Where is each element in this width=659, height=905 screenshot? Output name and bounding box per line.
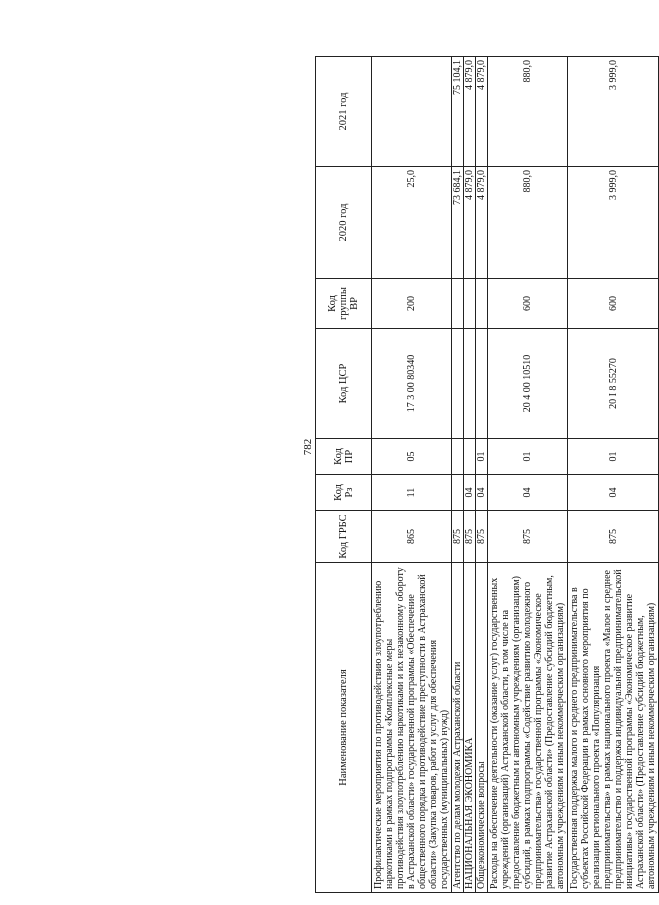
row-2020: 73 684,1 — [452, 167, 464, 279]
row-2020: 4 879,0 — [464, 167, 476, 279]
row-2020: 3 999,0 — [568, 167, 659, 279]
row-csr: 17 3 00 80340 — [372, 329, 452, 439]
row-2020: 25,0 — [372, 167, 452, 279]
row-pr: 05 — [372, 439, 452, 475]
row-csr: 20 I 8 55270 — [568, 329, 659, 439]
row-2021: 4 879,0 — [464, 57, 476, 167]
row-vr: 600 — [488, 279, 568, 329]
row-grbs: 875 — [452, 511, 464, 563]
row-csr — [452, 329, 464, 439]
row-grbs: 875 — [568, 511, 659, 563]
row-name: Профилактические мероприятия по противодействию злоупотреблению наркотиками в рамках подпрограммы «Комплексные меры противодействия злоупотреблению наркотиками и их незаконному обороту в Астраханской области» государственной программы «Обеспечение общественного порядка и противодействие преступности в Астраханской области» (Закупка товаров, работ и услуг для обеспечения государственных (муниципальных) нужд) — [372, 563, 452, 893]
row-vr — [452, 279, 464, 329]
row-2020: 4 879,0 — [476, 167, 488, 279]
table-row — [568, 57, 659, 893]
header-vr: Код группы ВР — [316, 279, 372, 329]
table-row — [452, 57, 464, 893]
row-rz: 04 — [476, 475, 488, 511]
row-grbs: 875 — [464, 511, 476, 563]
row-pr — [464, 439, 476, 475]
row-rz: 04 — [464, 475, 476, 511]
row-vr: 200 — [372, 279, 452, 329]
row-2021: 3 999,0 — [568, 57, 659, 167]
row-2021 — [372, 57, 452, 167]
row-pr — [452, 439, 464, 475]
row-name: НАЦИОНАЛЬНАЯ ЭКОНОМИКА — [464, 563, 476, 893]
row-vr: 600 — [568, 279, 659, 329]
header-2020: 2020 год — [316, 167, 372, 279]
header-grbs: Код ГРБС — [316, 511, 372, 563]
row-2021: 4 879,0 — [476, 57, 488, 167]
table-row — [488, 57, 568, 893]
row-rz — [452, 475, 464, 511]
row-rz: 11 — [372, 475, 452, 511]
row-csr — [464, 329, 476, 439]
header-pr: Код ПР — [316, 439, 372, 475]
budget-table — [315, 56, 659, 893]
row-pr: 01 — [568, 439, 659, 475]
header-rz: Код Рз — [316, 475, 372, 511]
row-name: Государственная поддержка малого и среднего предпринимательства в субъектах Российской Федерации в рамках основного мероприятия по реализации регионального проекта «Популяризация предпринимательства» в рамках национального проекта «Малое и среднее предпринимательство и поддержка индивидуальной предпринимательской инициативы» государственной программы «Экономическое развитие Астраханской области» (Предоставление субсидий бюджетным, автономным учреждениям и иным некоммерческим организациям) — [568, 563, 659, 893]
row-2021: 880,0 — [488, 57, 568, 167]
row-vr — [464, 279, 476, 329]
row-name: Агентство по делам молодежи Астраханской области — [452, 563, 464, 893]
row-rz: 04 — [568, 475, 659, 511]
row-grbs: 865 — [372, 511, 452, 563]
header-csr: Код ЦСР — [316, 329, 372, 439]
table-container — [315, 57, 657, 893]
row-vr — [476, 279, 488, 329]
page-number: 782 — [302, 438, 314, 456]
header-row — [316, 57, 372, 893]
row-pr: 01 — [476, 439, 488, 475]
row-grbs: 875 — [476, 511, 488, 563]
table-row — [464, 57, 476, 893]
row-name: Расходы на обеспечение деятельности (оказание услуг) государственных учреждений (организаций) Астраханской области, в том числе на предоставление бюджетным и автономным учреждениям (организациям) субсидий, в рамках подпрограммы «Содействие развитию молодежного предпринимательства» государственной программы «Экономическое развитие Астраханской области» (Предоставление субсидий бюджетным, автономным учреждениям и иным некоммерческим организациям) — [488, 563, 568, 893]
row-2021: 75 104,1 — [452, 57, 464, 167]
row-pr: 01 — [488, 439, 568, 475]
header-2021: 2021 год — [316, 57, 372, 167]
row-2020: 880,0 — [488, 167, 568, 279]
table-row — [372, 57, 452, 893]
row-name: Общеэкономические вопросы — [476, 563, 488, 893]
row-csr — [476, 329, 488, 439]
row-rz: 04 — [488, 475, 568, 511]
row-csr: 20 4 00 10510 — [488, 329, 568, 439]
header-name: Наименование показателя — [316, 563, 372, 893]
table-row — [476, 57, 488, 893]
row-grbs: 875 — [488, 511, 568, 563]
